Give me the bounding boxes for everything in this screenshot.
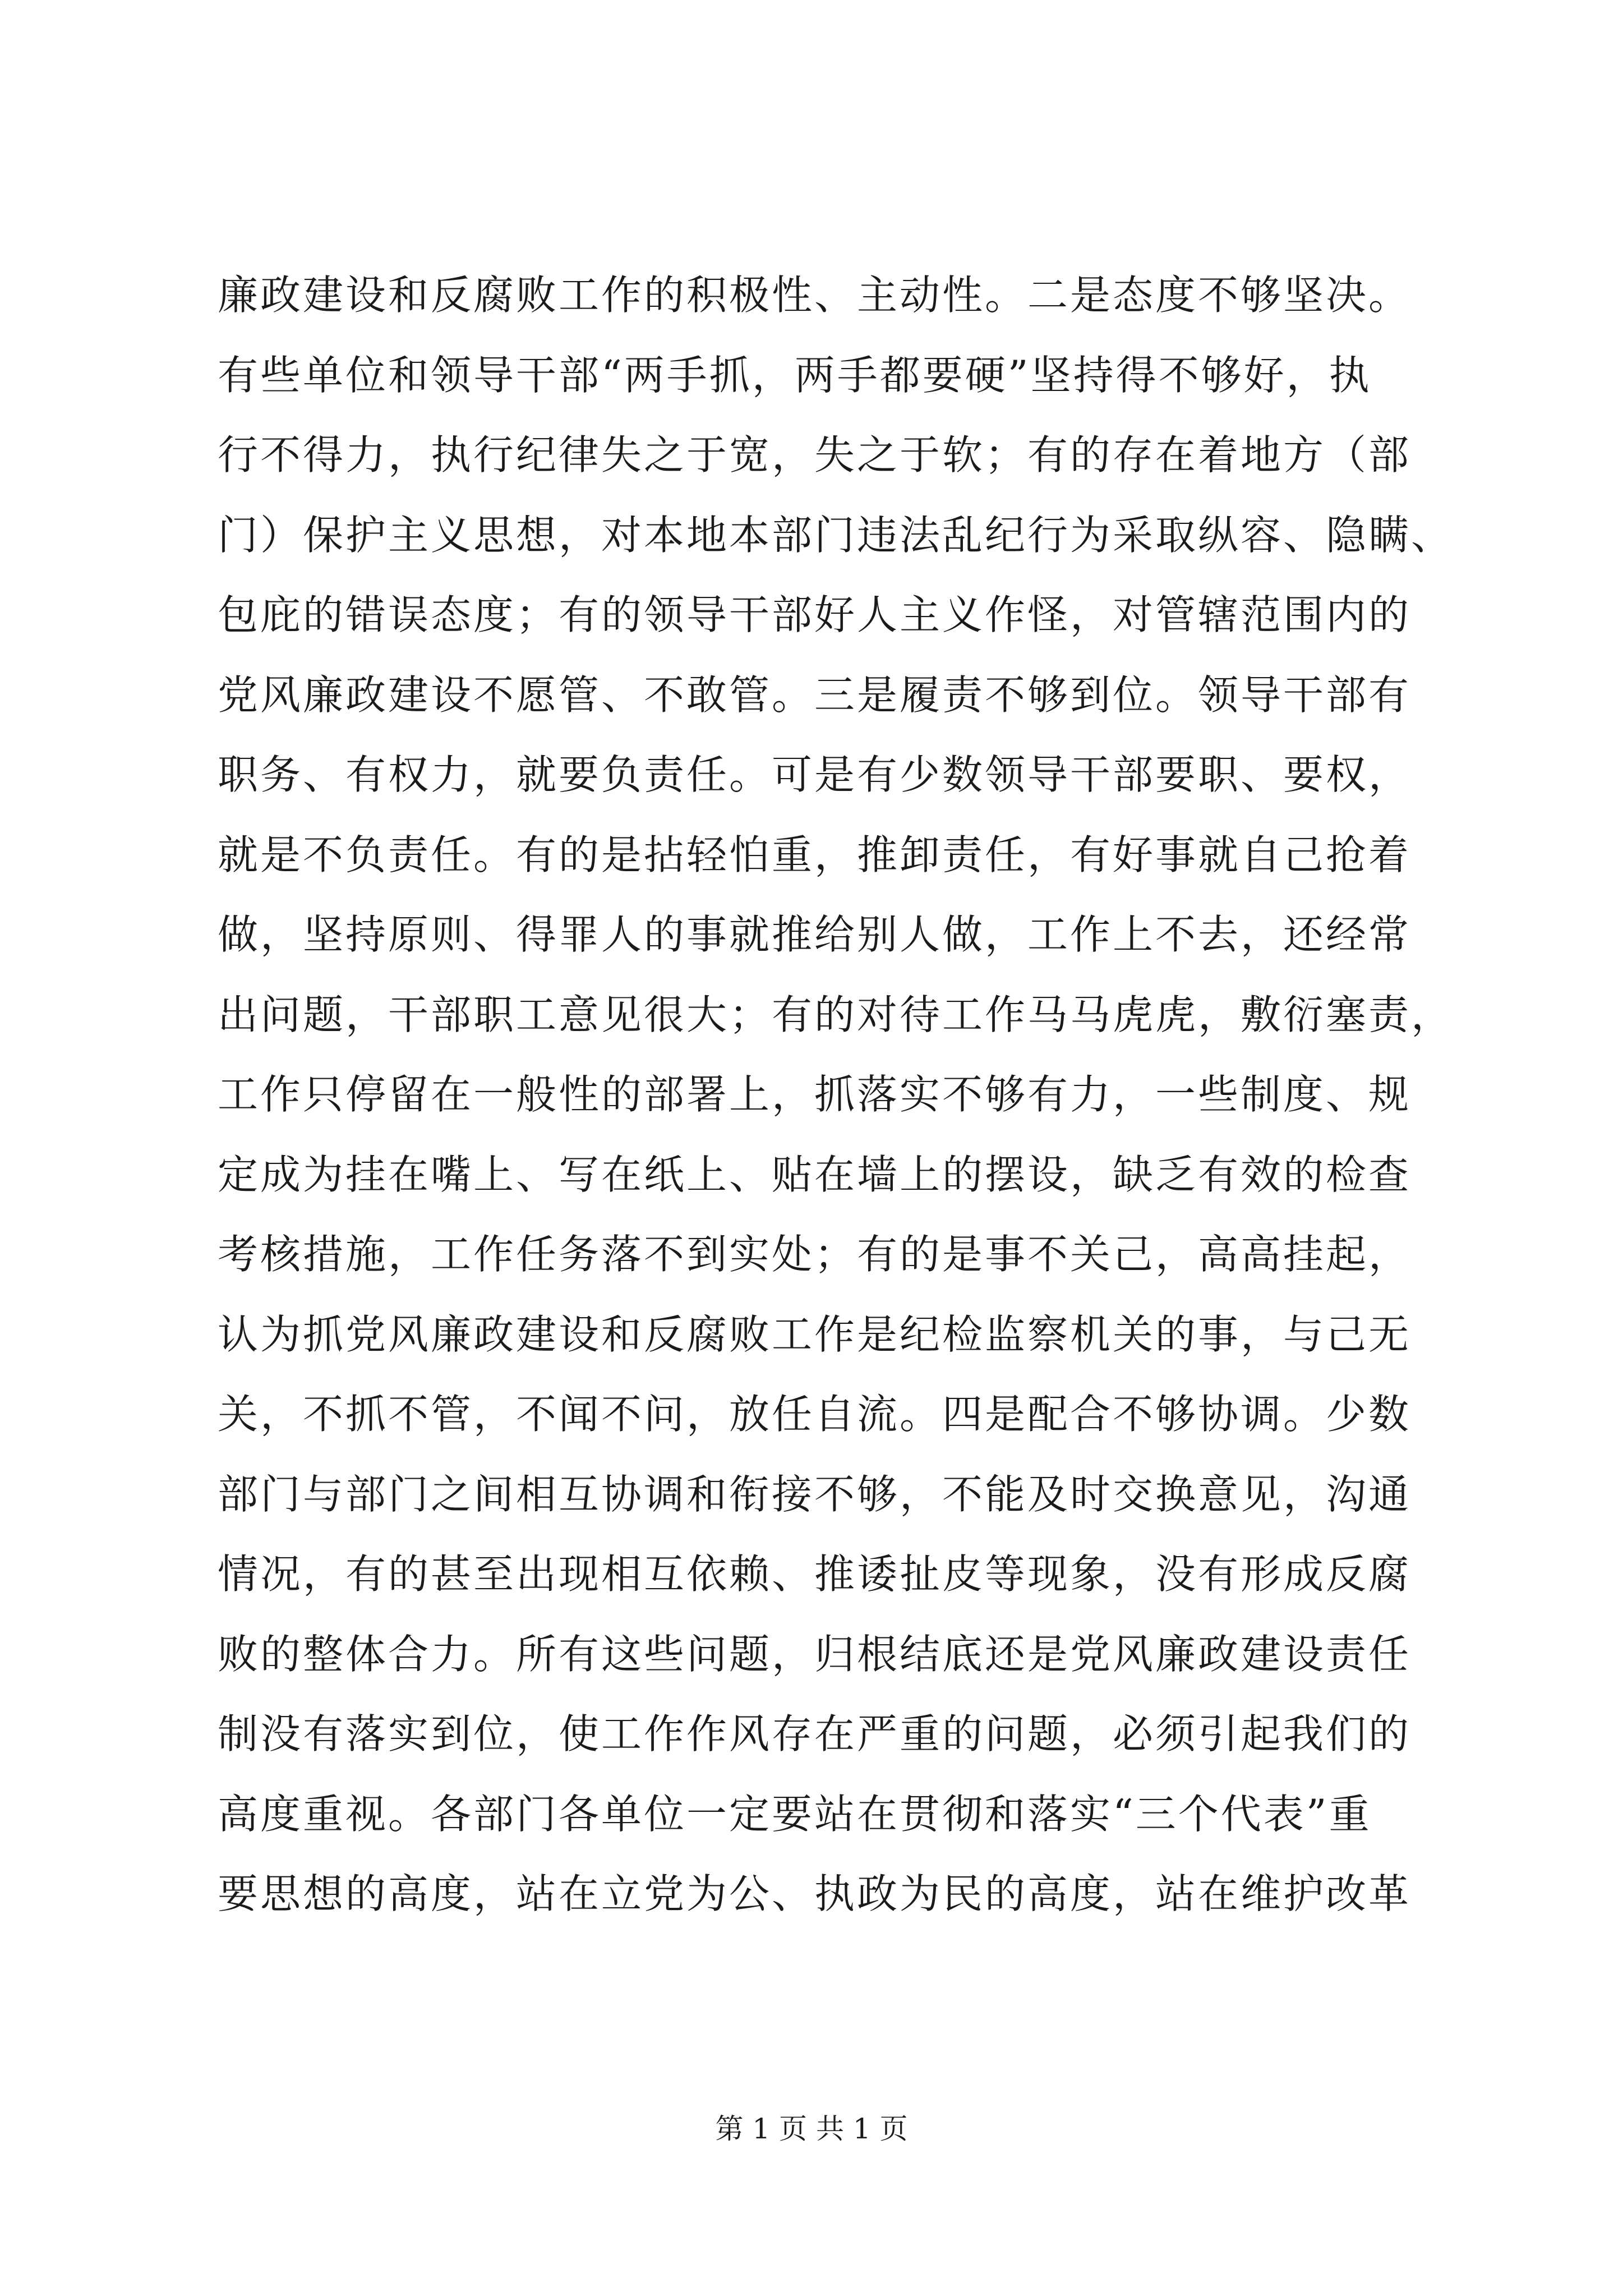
body-text-line: 制没有落实到位，使工作作风存在严重的问题，必须引起我们的 [218,1710,1412,1757]
body-text-line: 关，不抓不管，不闻不问，放任自流。四是配合不够协调。少数 [218,1391,1412,1438]
body-text-line: 包庇的错误态度；有的领导干部好人主义作怪，对管辖范围内的 [218,591,1412,638]
page-footer: 第 1 页 共 1 页 [715,2113,908,2145]
body-text-line: 做，坚持原则、得罪人的事就推给别人做，工作上不去，还经常 [218,911,1412,958]
body-text-line: 部门与部门之间相互协调和衔接不够，不能及时交换意见，沟通 [218,1470,1412,1518]
body-text-line: 门）保护主义思想，对本地本部门违法乱纪行为采取纵容、隐瞒、 [218,511,1454,559]
body-text-line: 工作只停留在一般性的部署上，抓落实不够有力，一些制度、规 [218,1071,1412,1118]
body-text-line: 认为抓党风廉政建设和反腐败工作是纪检监察机关的事，与己无 [218,1310,1412,1358]
body-text-line: 高度重视。各部门各单位一定要站在贯彻和落实“三个代表”重 [218,1790,1372,1838]
body-text-line: 职务、有权力，就要负责任。可是有少数领导干部要职、要权， [218,751,1412,798]
body-text-line: 有些单位和领导干部“两手抓，两手都要硬”坚持得不够好，执 [218,351,1372,399]
body-text-line: 廉政建设和反腐败工作的积极性、主动性。二是态度不够坚决。 [218,272,1412,319]
body-text-line: 情况，有的甚至出现相互依赖、推诿扯皮等现象，没有形成反腐 [218,1550,1412,1598]
body-text-line: 考核措施，工作任务落不到实处；有的是事不关己，高高挂起， [218,1231,1412,1278]
body-text-line: 就是不负责任。有的是拈轻怕重，推卸责任，有好事就自己抢着 [218,831,1412,878]
body-text-line: 党风廉政建设不愿管、不敢管。三是履责不够到位。领导干部有 [218,671,1412,719]
body-text-line: 定成为挂在嘴上、写在纸上、贴在墙上的摆设，缺乏有效的检查 [218,1151,1412,1198]
body-text-line: 出问题，干部职工意见很大；有的对待工作马马虎虎，敷衍塞责， [218,991,1454,1038]
body-text-line: 败的整体合力。所有这些问题，归根结底还是党风廉政建设责任 [218,1630,1412,1678]
body-text-line: 行不得力，执行纪律失之于宽，失之于软；有的存在着地方（部 [218,431,1412,478]
body-text-line: 要思想的高度，站在立党为公、执政为民的高度，站在维护改革 [218,1870,1412,1917]
